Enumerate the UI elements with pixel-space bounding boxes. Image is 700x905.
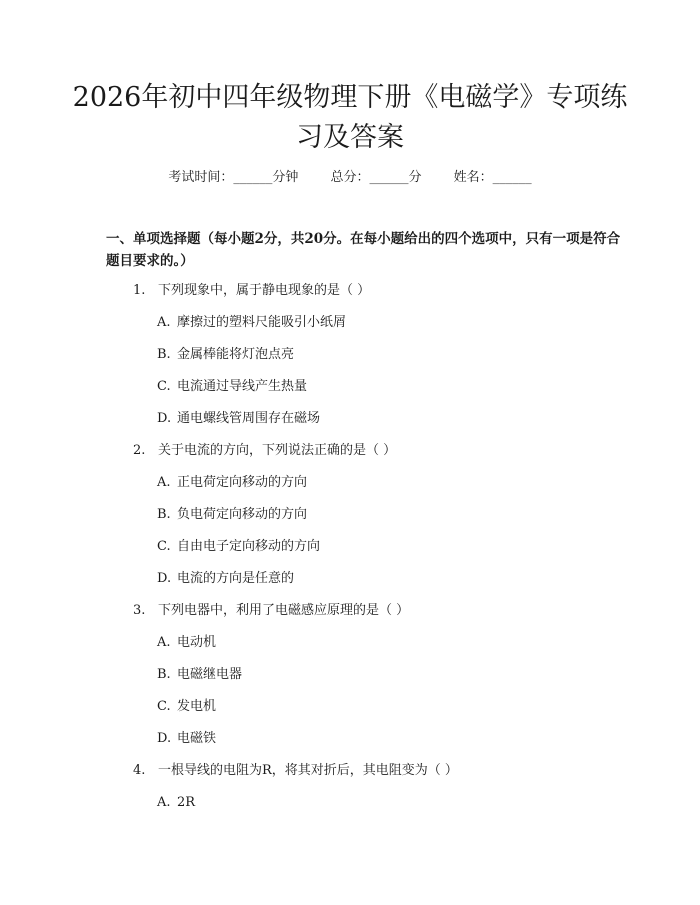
option-letter: D. (157, 411, 172, 426)
question-number: 1. (133, 283, 146, 298)
option-text: 电流的方向是任意的 (177, 571, 295, 586)
option-letter: C. (157, 699, 171, 714)
option-3c (157, 697, 216, 717)
option-letter: A. (157, 315, 171, 330)
option-text: 通电螺线管周围存在磁场 (177, 411, 321, 426)
question-number: 2. (133, 443, 146, 458)
option-3b (157, 665, 242, 685)
exam-meta-line (0, 168, 700, 188)
option-letter: D. (157, 571, 172, 586)
document-title: 2026年初中四年级物理下册《电磁学》专项练习及答案 (72, 82, 628, 153)
section-heading: 一、单项选择题（每小题2分，共20分。在每小题给出的四个选项中，只有一项是符合题目要求的。） (106, 231, 621, 269)
option-3d (157, 729, 216, 749)
option-2a (157, 473, 307, 493)
option-letter: B. (157, 507, 171, 522)
option-2d (157, 569, 294, 589)
question-stem: 下列电器中，利用了电磁感应原理的是（ ） (158, 603, 410, 618)
exam-time-field: 考试时间：______分钟 (168, 170, 299, 185)
question-stem: 关于电流的方向，下列说法正确的是（ ） (158, 443, 397, 458)
option-letter: A. (157, 795, 171, 810)
option-2b (157, 505, 307, 525)
option-letter: A. (157, 475, 171, 490)
question-number: 3. (133, 603, 146, 618)
option-letter: C. (157, 539, 171, 554)
question-3 (133, 601, 409, 621)
option-text: 电流通过导线产生热量 (177, 379, 308, 394)
total-score-field: 总分：______分 (330, 170, 422, 185)
option-text: 金属棒能将灯泡点亮 (177, 347, 295, 362)
option-1c (157, 377, 307, 397)
option-text: 正电荷定向移动的方向 (177, 475, 308, 490)
option-text: 自由电子定向移动的方向 (177, 539, 321, 554)
option-letter: C. (157, 379, 171, 394)
question-stem: 一根导线的电阻为R，将其对折后，其电阻变为（ ） (158, 763, 458, 778)
option-letter: A. (157, 635, 171, 650)
name-field: 姓名：______ (453, 170, 532, 185)
question-number: 4. (133, 763, 146, 778)
option-1b (157, 345, 294, 365)
option-text: 2R (177, 795, 196, 810)
option-text: 负电荷定向移动的方向 (177, 507, 308, 522)
question-2 (133, 441, 396, 461)
option-3a (157, 633, 216, 653)
option-letter: B. (157, 347, 171, 362)
option-letter: B. (157, 667, 171, 682)
option-text: 摩擦过的塑料尺能吸引小纸屑 (177, 315, 347, 330)
option-2c (157, 537, 320, 557)
option-1a (157, 313, 346, 333)
question-1 (133, 281, 370, 301)
option-text: 电动机 (177, 635, 217, 650)
option-text: 电磁铁 (177, 731, 217, 746)
option-text: 发电机 (177, 699, 217, 714)
option-text: 电磁继电器 (177, 667, 243, 682)
option-1d (157, 409, 320, 429)
question-4 (133, 761, 458, 781)
question-stem: 下列现象中，属于静电现象的是（ ） (158, 283, 371, 298)
option-letter: D. (157, 731, 172, 746)
option-4a (157, 793, 195, 813)
